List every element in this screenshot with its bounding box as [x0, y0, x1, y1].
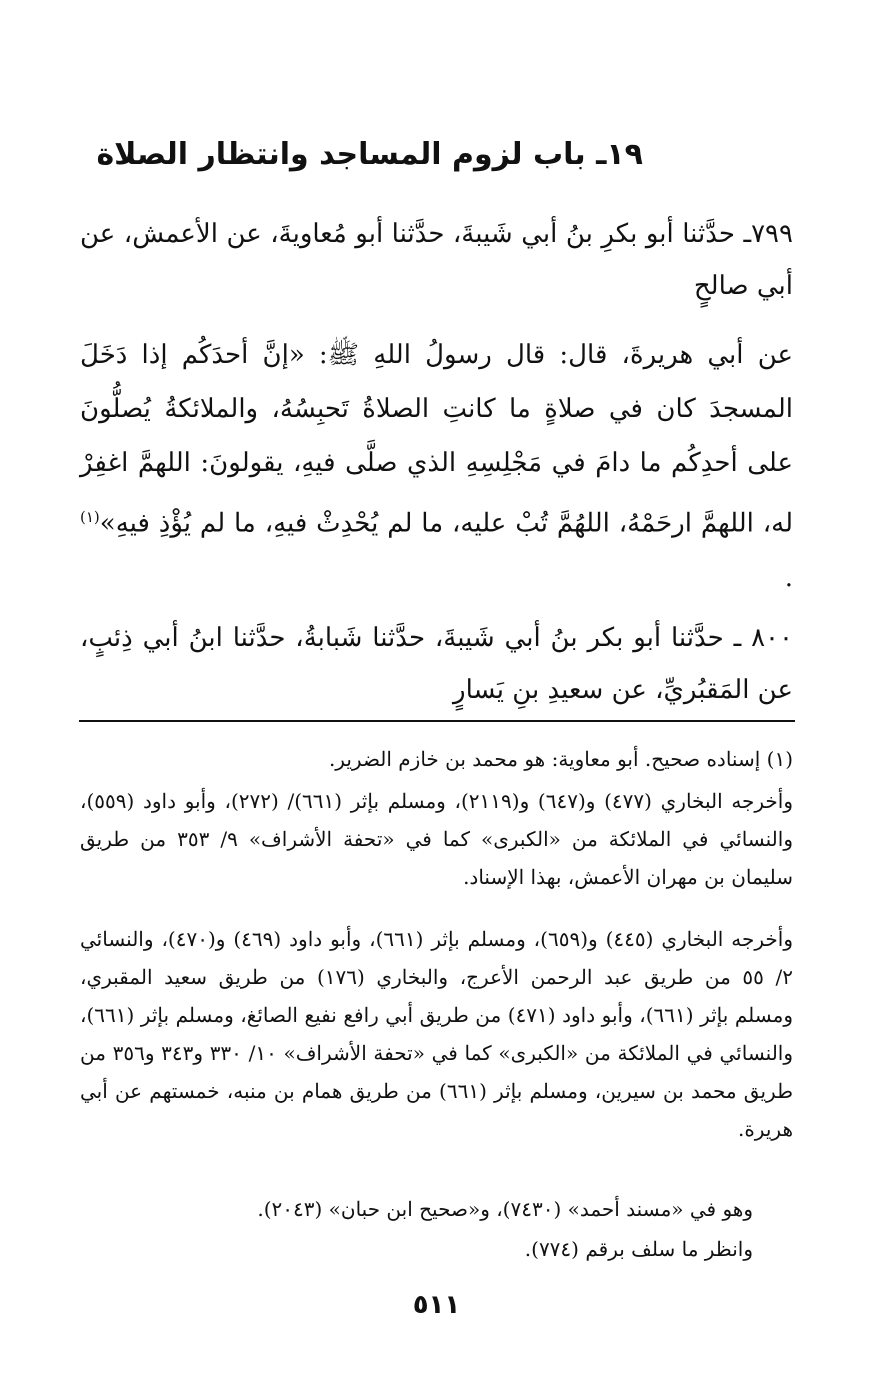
footnote-divider — [79, 720, 795, 722]
footnote-musnad: وهو في «مسند أحمد» (٧٤٣٠)، و«صحيح ابن حبان» (٢٠٤٣). — [257, 1197, 753, 1221]
hadith-800-isnad: ٨٠٠ ـ حدَّثنا أبو بكر بنُ أبي شَيبةَ، حدَّثنا شَبابةُ، حدَّثنا ابنُ أبي ذِئبٍ، عن المَقبُريِّ، عن سعيدِ بنِ يَسارٍ — [80, 623, 793, 705]
footnote-see-also: وانظر ما سلف برقم (٧٧٤). — [524, 1237, 753, 1261]
hadith-799-text — [80, 328, 793, 605]
hadith-799-matn: عن أبي هريرةَ، قال: قال رسولُ اللهِ ﷺ: «إنَّ أحدَكُم إذا دَخَلَ المسجدَ كان في صلاةٍ ما كانتِ الصلاةُ تَحبِسُهُ، والملائكةُ يُصلُّونَ على أحدِكُم ما دامَ في مَجْلِسِهِ الذي صلَّى فيهِ، يقولونَ: اللهمَّ اغفِرْ له، اللهمَّ ارحَمْهُ، اللهُمَّ تُبْ عليه، ما لم يُحْدِثْ فيهِ، ما لم يُؤْذِ فيهِ» — [80, 340, 793, 539]
footnote-1: (١) إسناده صحيح. أبو معاوية: هو محمد بن خازم الضرير. — [328, 747, 793, 771]
footnote-marker: (١) — [80, 508, 100, 526]
footnote-takhrij-2: وأخرجه البخاري (٤٤٥) و(٦٥٩)، ومسلم بإثر (٦٦١)، وأبو داود (٤٦٩) و(٤٧٠)، والنسائي ٢/ ٥٥ من طريق عبد الرحمن الأعرج، والبخاري (١٧٦) من طريق سعيد المقبري، ومسلم بإثر (٦٦١)، وأبو داود (٤٧١) من طريق أبي رافع نفيع الصائغ، ومسلم بإثر (٦٦١)، والنسائي في الملائكة من «الكبرى» كما في «تحفة الأشراف» ١٠/ ٣٣٠ و٣٤٣ و٣٥٦ من طريق محمد بن سيرين، ومسلم بإثر (٦٦١) من طريق همام بن منبه، خمستهم عن أبي هريرة. — [80, 927, 794, 1141]
footnote-takhrij-1: وأخرجه البخاري (٤٧٧) و(٦٤٧) و(٢١١٩)، ومسلم بإثر (٦٦١)/ (٢٧٢)، وأبو داود (٥٥٩)، والنسائي في الملائكة من «الكبرى» كما في «تحفة الأشراف» ٩/ ٣٥٣ من طريق سليمان بن مهران الأعمش، بهذا الإسناد. — [80, 789, 794, 889]
hadith-799-end: . — [784, 562, 793, 593]
page-number: ٥١١ — [412, 1290, 461, 1320]
chapter-title: ١٩ـ باب لزوم المساجد وانتظار الصلاة — [96, 137, 643, 172]
hadith-799-isnad: ٧٩٩ـ حدَّثنا أبو بكرِ بنُ أبي شَيبةَ، حدَّثنا أبو مُعاويةَ، عن الأعمش، عن أبي صالحٍ — [80, 219, 793, 301]
